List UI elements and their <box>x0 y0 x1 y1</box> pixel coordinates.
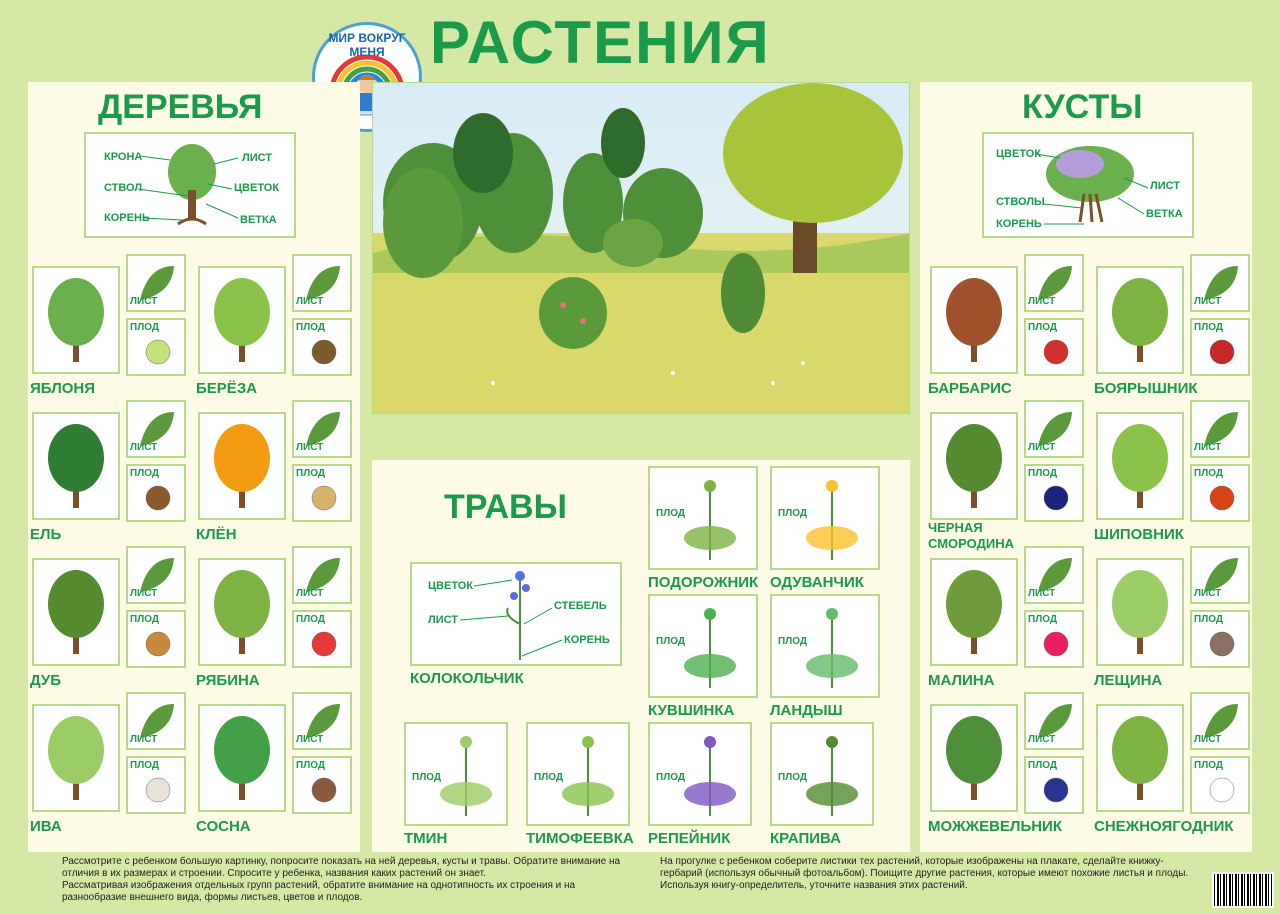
leaf-label: ЛИСТ <box>296 442 324 453</box>
leaf-label: ЛИСТ <box>130 442 158 453</box>
tree-5-name: ДУБ <box>30 672 61 689</box>
tree-3-name: ЕЛЬ <box>30 526 62 543</box>
shrub-5-leaf-card <box>1024 546 1084 604</box>
fruit-label: ПЛОД <box>296 760 325 771</box>
shrub-icon <box>932 414 1016 518</box>
herb-3-illustration <box>648 594 758 698</box>
shrub-1-name: БАРБАРИС <box>928 380 1012 397</box>
fruit-label: ПЛОД <box>778 772 807 783</box>
herbs-title: ТРАВЫ <box>444 488 567 526</box>
footer-left-text <box>62 856 642 904</box>
shrub-1-illustration <box>930 266 1018 374</box>
shrub-3-name: ЧЕРНАЯ СМОРОДИНА <box>928 520 1014 551</box>
shrub-8-name: СНЕЖНОЯГОДНИК <box>1094 818 1234 835</box>
footer-left-paragraph-2: Рассматривая изображения отдельных групп растений, обратите внимание на однотипность их строения и на разнообразие внешнего вида, формы листьев, цветов и плодов. <box>62 880 576 903</box>
tree-4-leaf-card <box>292 400 352 458</box>
label-root: КОРЕНЬ <box>996 218 1042 230</box>
herb-6-name: ТИМОФЕЕВКА <box>526 830 634 847</box>
tree-7-name: ИВА <box>30 818 62 835</box>
leaf-label: ЛИСТ <box>296 734 324 745</box>
leaf-label: ЛИСТ <box>1194 588 1222 599</box>
shrub-structure-diagram <box>982 132 1194 238</box>
shrub-7-name: МОЖЖЕВЕЛЬНИК <box>928 818 1062 835</box>
shrub-6-fruit-card <box>1190 610 1250 668</box>
leaf-label: ЛИСТ <box>1194 442 1222 453</box>
tree-3-leaf-card <box>126 400 186 458</box>
shrub-4-leaf-card <box>1190 400 1250 458</box>
leaf-label: ЛИСТ <box>1194 734 1222 745</box>
tree-7-illustration <box>32 704 120 812</box>
shrub-4-illustration <box>1096 412 1184 520</box>
leaf-label: ЛИСТ <box>1028 734 1056 745</box>
shrub-icon <box>1098 414 1182 518</box>
label-trunk: СТВОЛ <box>104 182 143 194</box>
leaf-label: ЛИСТ <box>296 588 324 599</box>
tree-5-leaf-card <box>126 546 186 604</box>
shrub-2-leaf-card <box>1190 254 1250 312</box>
tree-1-fruit-card <box>126 318 186 376</box>
shrub-icon <box>932 706 1016 810</box>
logo-text: МИР ВОКРУГ МЕНЯ <box>328 31 406 59</box>
forest-scene-illustration <box>373 83 910 414</box>
leaf-label: ЛИСТ <box>1028 588 1056 599</box>
herb-6-illustration <box>526 722 630 826</box>
label-crown: КРОНА <box>104 151 143 163</box>
tree-icon <box>200 706 284 810</box>
herb-4-name: ЛАНДЫШ <box>770 702 843 719</box>
shrub-1-fruit-card <box>1024 318 1084 376</box>
shrub-3-fruit-card <box>1024 464 1084 522</box>
leaf-label: ЛИСТ <box>130 734 158 745</box>
tree-8-illustration <box>198 704 286 812</box>
label-branch: ВЕТКА <box>240 214 277 226</box>
leaf-label: ЛИСТ <box>130 588 158 599</box>
shrub-6-illustration <box>1096 558 1184 666</box>
leaf-label: ЛИСТ <box>1028 296 1056 307</box>
tree-1-illustration <box>32 266 120 374</box>
tree-7-leaf-card <box>126 692 186 750</box>
fruit-label: ПЛОД <box>130 614 159 625</box>
shrub-7-leaf-card <box>1024 692 1084 750</box>
tree-1-leaf-card <box>126 254 186 312</box>
shrubs-title: КУСТЫ <box>1022 88 1143 126</box>
label-leaf: ЛИСТ <box>1150 180 1181 192</box>
shrub-5-illustration <box>930 558 1018 666</box>
shrub-3-leaf-card <box>1024 400 1084 458</box>
shrub-icon <box>1098 560 1182 664</box>
footer-left-paragraph-1: Рассмотрите с ребенком большую картинку, попросите показать на ней деревья, кусты и травы. Обратите внимание на отличия в их размерах и строении. Спросите у ребенка, названия каких растений он знает. <box>62 856 621 879</box>
shrub-2-illustration <box>1096 266 1184 374</box>
shrub-2-fruit-card <box>1190 318 1250 376</box>
shrub-8-leaf-card <box>1190 692 1250 750</box>
tree-6-fruit-card <box>292 610 352 668</box>
fruit-label: ПЛОД <box>1028 322 1057 333</box>
fruit-label: ПЛОД <box>1194 760 1223 771</box>
label-flower: ЦВЕТОК <box>234 182 280 194</box>
shrub-2-name: БОЯРЫШНИК <box>1094 380 1198 397</box>
leaf-label: ЛИСТ <box>130 296 158 307</box>
fruit-label: ПЛОД <box>1194 322 1223 333</box>
label-stem: СТЕБЕЛЬ <box>554 600 607 612</box>
tree-icon <box>200 268 284 372</box>
tree-4-fruit-card <box>292 464 352 522</box>
fruit-label: ПЛОД <box>534 772 563 783</box>
label-root: КОРЕНЬ <box>564 634 610 646</box>
fruit-label: ПЛОД <box>1028 468 1057 479</box>
tree-6-name: РЯБИНА <box>196 672 260 689</box>
herb-5-name: ТМИН <box>404 830 448 847</box>
shrub-6-leaf-card <box>1190 546 1250 604</box>
tree-2-fruit-card <box>292 318 352 376</box>
fruit-label: ПЛОД <box>778 636 807 647</box>
tree-icon <box>34 414 118 518</box>
shrub-5-name: МАЛИНА <box>928 672 995 689</box>
fruit-label: ПЛОД <box>778 508 807 519</box>
fruit-label: ПЛОД <box>296 322 325 333</box>
herb-7-name: РЕПЕЙНИК <box>648 830 731 847</box>
herb-2-illustration <box>770 466 880 570</box>
tree-5-illustration <box>32 558 120 666</box>
herb-bellflower-name: КОЛОКОЛЬЧИК <box>410 670 524 687</box>
shrub-4-fruit-card <box>1190 464 1250 522</box>
tree-8-fruit-card <box>292 756 352 814</box>
shrub-5-fruit-card <box>1024 610 1084 668</box>
shrub-4-name: ШИПОВНИК <box>1094 526 1184 543</box>
label-flower: ЦВЕТОК <box>428 580 474 592</box>
shrub-icon <box>1098 706 1182 810</box>
label-leaf: ЛИСТ <box>428 614 459 626</box>
shrub-6-name: ЛЕЩИНА <box>1094 672 1163 689</box>
tree-icon <box>34 560 118 664</box>
fruit-label: ПЛОД <box>656 508 685 519</box>
fruit-label: ПЛОД <box>656 772 685 783</box>
shrub-3-illustration <box>930 412 1018 520</box>
herb-8-illustration <box>770 722 874 826</box>
herb-1-name: ПОДОРОЖНИК <box>648 574 759 591</box>
herb-1-illustration <box>648 466 758 570</box>
fruit-label: ПЛОД <box>1194 614 1223 625</box>
tree-3-fruit-card <box>126 464 186 522</box>
tree-2-leaf-card <box>292 254 352 312</box>
tree-3-illustration <box>32 412 120 520</box>
label-leaf: ЛИСТ <box>242 152 273 164</box>
poster-title: РАСТЕНИЯ <box>430 9 771 76</box>
shrub-icon <box>1098 268 1182 372</box>
trees-title: ДЕРЕВЬЯ <box>98 88 263 126</box>
tree-icon <box>200 414 284 518</box>
tree-7-fruit-card <box>126 756 186 814</box>
shrub-8-illustration <box>1096 704 1184 812</box>
fruit-label: ПЛОД <box>130 322 159 333</box>
tree-icon <box>34 268 118 372</box>
fruit-label: ПЛОД <box>1028 614 1057 625</box>
tree-icon <box>200 560 284 664</box>
shrub-7-fruit-card <box>1024 756 1084 814</box>
tree-2-name: БЕРЁЗА <box>196 380 258 397</box>
fruit-label: ПЛОД <box>296 468 325 479</box>
herb-8-name: КРАПИВА <box>770 830 841 847</box>
fruit-label: ПЛОД <box>656 636 685 647</box>
barcode <box>1212 872 1274 908</box>
herb-2-name: ОДУВАНЧИК <box>770 574 864 591</box>
shrub-1-leaf-card <box>1024 254 1084 312</box>
shrub-7-illustration <box>930 704 1018 812</box>
fruit-label: ПЛОД <box>1194 468 1223 479</box>
label-root: КОРЕНЬ <box>104 212 150 224</box>
tree-4-name: КЛЁН <box>196 526 237 543</box>
herb-7-illustration <box>648 722 752 826</box>
tree-1-name: ЯБЛОНЯ <box>30 380 95 397</box>
fruit-label: ПЛОД <box>412 772 441 783</box>
shrub-icon <box>932 560 1016 664</box>
tree-icon <box>34 706 118 810</box>
fruit-label: ПЛОД <box>130 468 159 479</box>
label-branch: ВЕТКА <box>1146 208 1183 220</box>
fruit-label: ПЛОД <box>130 760 159 771</box>
shrub-8-fruit-card <box>1190 756 1250 814</box>
tree-structure-diagram <box>84 132 296 238</box>
label-trunks: СТВОЛЫ <box>996 196 1045 208</box>
fruit-label: ПЛОД <box>1028 760 1057 771</box>
herb-3-name: КУВШИНКА <box>648 702 735 719</box>
leaf-label: ЛИСТ <box>1028 442 1056 453</box>
leaf-label: ЛИСТ <box>296 296 324 307</box>
herb-4-illustration <box>770 594 880 698</box>
tree-2-illustration <box>198 266 286 374</box>
tree-6-leaf-card <box>292 546 352 604</box>
tree-6-illustration <box>198 558 286 666</box>
tree-8-name: СОСНА <box>196 818 251 835</box>
herb-structure-diagram <box>410 562 622 666</box>
forest-scene <box>372 82 910 414</box>
tree-8-leaf-card <box>292 692 352 750</box>
tree-4-illustration <box>198 412 286 520</box>
shrub-icon <box>932 268 1016 372</box>
fruit-label: ПЛОД <box>296 614 325 625</box>
herb-5-illustration <box>404 722 508 826</box>
leaf-label: ЛИСТ <box>1194 296 1222 307</box>
footer-right-text: На прогулке с ребенком соберите листики тех растений, которые изображены на плакате, сделайте книжку-гербарий (используя обычный фотоальбом). Поищите другие растения, которые имеют похожие листья и плоды. Используя книгу-определитель, уточните названия этих растений. <box>660 856 1189 891</box>
label-flower: ЦВЕТОК <box>996 148 1042 160</box>
tree-5-fruit-card <box>126 610 186 668</box>
